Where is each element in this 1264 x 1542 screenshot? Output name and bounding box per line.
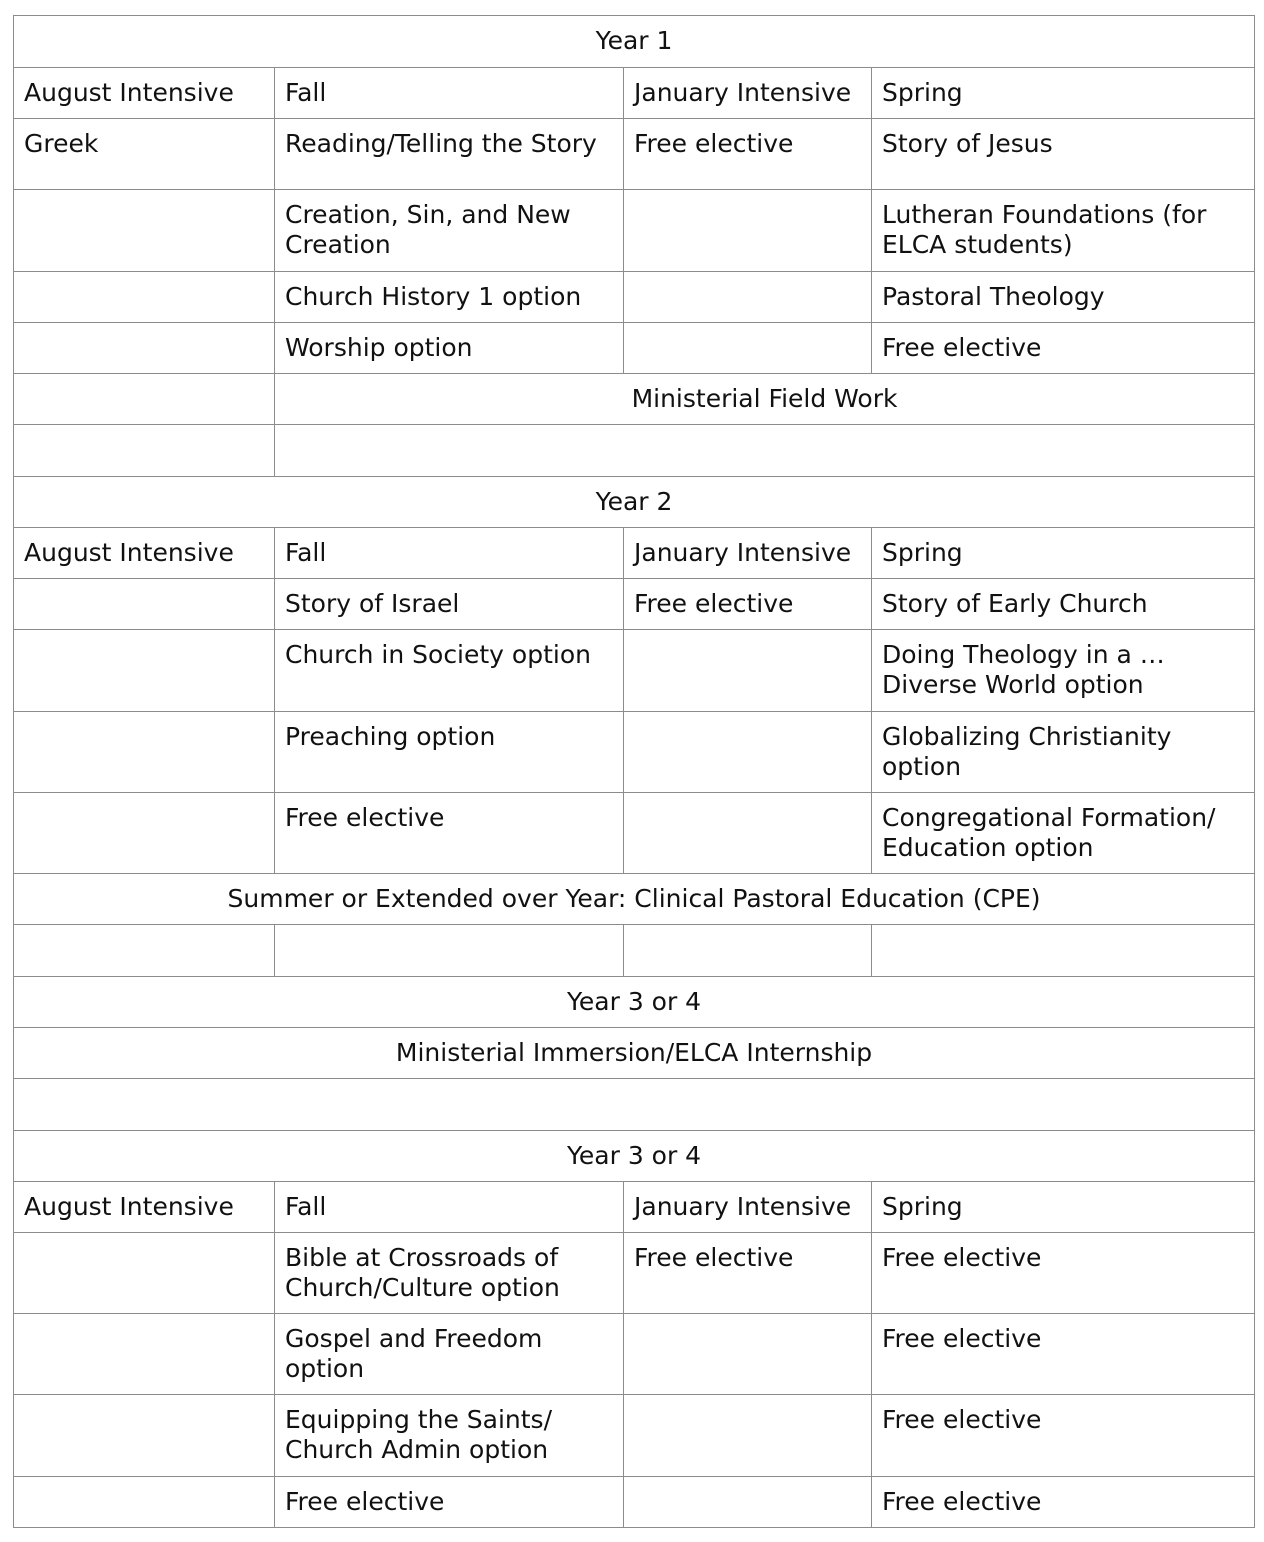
table-cell: August Intensive <box>14 68 275 119</box>
table-cell: Lutheran Foundations (for ELCA students) <box>872 190 1255 272</box>
table-row <box>14 712 1255 793</box>
table-cell <box>14 1233 275 1314</box>
table-cell: Doing Theology in a … Diverse World option <box>872 630 1255 712</box>
table-row <box>14 630 1255 712</box>
table-cell: Greek <box>14 119 275 190</box>
table-cell <box>14 1395 275 1477</box>
table-cell: Spring <box>872 68 1255 119</box>
table-cell: Globalizing Christianity option <box>872 712 1255 793</box>
table-cell <box>624 323 872 374</box>
table-row <box>14 874 1255 925</box>
table-cell: Creation, Sin, and New Creation <box>275 190 624 272</box>
table-cell <box>624 925 872 977</box>
table-cell <box>14 190 275 272</box>
table-cell: Fall <box>275 528 624 579</box>
table-cell: Free elective <box>624 119 872 190</box>
table-cell <box>14 425 275 477</box>
table-cell <box>14 1314 275 1395</box>
table-cell: Free elective <box>275 1477 624 1528</box>
table-cell: Free elective <box>275 793 624 874</box>
table-row <box>14 977 1255 1028</box>
table-cell: Equipping the Saints/ Church Admin option <box>275 1395 624 1477</box>
table-cell: August Intensive <box>14 528 275 579</box>
table-cell: Story of Jesus <box>872 119 1255 190</box>
curriculum-table-body <box>14 16 1255 1528</box>
table-cell: August Intensive <box>14 1182 275 1233</box>
table-cell: Pastoral Theology <box>872 272 1255 323</box>
section-cell: Year 3 or 4 <box>14 977 1255 1028</box>
table-cell: Free elective <box>872 1314 1255 1395</box>
table-cell: January Intensive <box>624 528 872 579</box>
table-cell: Church History 1 option <box>275 272 624 323</box>
table-cell: January Intensive <box>624 68 872 119</box>
table-cell: Worship option <box>275 323 624 374</box>
section-cell: Year 3 or 4 <box>14 1131 1255 1182</box>
table-row <box>14 793 1255 874</box>
table-cell: Free elective <box>872 323 1255 374</box>
table-row <box>14 272 1255 323</box>
table-cell: January Intensive <box>624 1182 872 1233</box>
table-cell <box>624 1395 872 1477</box>
table-row <box>14 16 1255 68</box>
table-cell: Spring <box>872 1182 1255 1233</box>
table-cell <box>14 925 275 977</box>
table-row <box>14 1182 1255 1233</box>
table-cell: Fall <box>275 68 624 119</box>
section-cell <box>14 1079 1255 1131</box>
table-row <box>14 68 1255 119</box>
table-cell <box>624 190 872 272</box>
table-row <box>14 374 1255 425</box>
table-cell <box>14 712 275 793</box>
table-cell: Congregational Formation/ Education option <box>872 793 1255 874</box>
section-cell: Year 2 <box>14 477 1255 528</box>
table-cell <box>624 272 872 323</box>
table-cell: Free elective <box>872 1395 1255 1477</box>
table-cell <box>14 374 275 425</box>
section-cell: Summer or Extended over Year: Clinical Pastoral Education (CPE) <box>14 874 1255 925</box>
table-cell <box>14 323 275 374</box>
curriculum-table <box>13 15 1255 1528</box>
table-row <box>14 1395 1255 1477</box>
table-cell: Story of Israel <box>275 579 624 630</box>
table-cell: Free elective <box>624 1233 872 1314</box>
table-row <box>14 1079 1255 1131</box>
table-cell <box>14 579 275 630</box>
table-row <box>14 1233 1255 1314</box>
table-row <box>14 925 1255 977</box>
table-cell <box>624 793 872 874</box>
table-cell: Preaching option <box>275 712 624 793</box>
table-row <box>14 528 1255 579</box>
table-row <box>14 119 1255 190</box>
table-row <box>14 1028 1255 1079</box>
table-cell <box>624 630 872 712</box>
table-cell: Free elective <box>872 1477 1255 1528</box>
table-cell <box>624 1477 872 1528</box>
table-cell <box>872 925 1255 977</box>
table-cell <box>14 630 275 712</box>
section-cell: Ministerial Immersion/ELCA Internship <box>14 1028 1255 1079</box>
table-cell: Free elective <box>624 579 872 630</box>
table-cell <box>14 793 275 874</box>
section-cell: Year 1 <box>14 16 1255 68</box>
table-cell: Church in Society option <box>275 630 624 712</box>
table-cell: Gospel and Freedom option <box>275 1314 624 1395</box>
table-row <box>14 1477 1255 1528</box>
table-cell: Fall <box>275 1182 624 1233</box>
table-row <box>14 579 1255 630</box>
table-cell: Free elective <box>872 1233 1255 1314</box>
table-cell <box>624 1314 872 1395</box>
table-row <box>14 425 1255 477</box>
table-cell: Reading/Telling the Story <box>275 119 624 190</box>
table-row <box>14 323 1255 374</box>
table-cell <box>275 425 1255 477</box>
table-cell: Story of Early Church <box>872 579 1255 630</box>
table-cell: Spring <box>872 528 1255 579</box>
table-cell: Ministerial Field Work <box>275 374 1255 425</box>
table-row <box>14 1314 1255 1395</box>
table-cell <box>624 712 872 793</box>
table-cell: Bible at Crossroads of Church/Culture option <box>275 1233 624 1314</box>
table-cell <box>14 272 275 323</box>
table-row <box>14 477 1255 528</box>
table-row <box>14 190 1255 272</box>
table-row <box>14 1131 1255 1182</box>
table-cell <box>275 925 624 977</box>
table-cell <box>14 1477 275 1528</box>
